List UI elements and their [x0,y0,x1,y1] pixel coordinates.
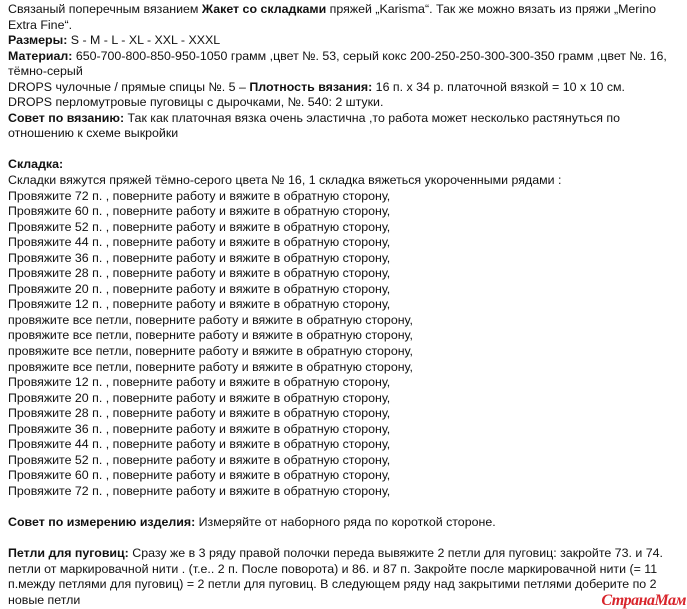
fold-row: Провяжите 36 п. , поверните работу и вяжите в обратную сторону, [8,250,391,265]
buttons-line: DROPS перломутровые пуговицы с дырочками, №. 540: 2 штуки. [8,95,384,110]
pattern-document [8,2,684,608]
fold-row: Провяжите 44 п. , поверните работу и вяжите в обратную сторону, [8,235,391,250]
fold-row: Провяжите 20 п. , поверните работу и вяжите в обратную сторону, [8,281,391,296]
fold-title: Складка: [8,157,64,172]
fold-intro: Складки вяжутся пряжей тёмно-серого цвета № 16, 1 складка вяжеться укороченными рядами : [8,173,562,188]
measure-tip: Совет по измерению изделия: Измеряйте от наборного ряда по короткой стороне. [8,515,496,530]
fold-row: Провяжите 52 п. , поверните работу и вяжите в обратную сторону, [8,452,391,467]
intro: Связаный поперечным вязанием Жакет со складками пряжей „Karisma“. Так же можно вязать из пряжи „Merino Extra Fine“. [8,2,656,32]
fold-row: Провяжите 28 п. , поверните работу и вяжите в обратную сторону, [8,266,391,281]
fold-row: Провяжите 60 п. , поверните работу и вяжите в обратную сторону, [8,204,391,219]
pattern-title: Жакет со складками [201,2,327,16]
material: Материал: 650-700-800-850-950-1050 грамм ,цвет №. 53, серый кокс 200-250-250-300-300-350 грамм ,цвет №. 16, тёмно-серый [8,48,667,79]
watermark-logo: СтранаМам [601,591,686,609]
fold-row: провяжите все петли, поверните работу и вяжите в обратную сторону, [8,312,413,327]
knitting-tip: Совет по вязанию: Так как платочная вязка очень эластична ,то работа может несколько растянуться по отношению к схеме выкройки [8,110,620,141]
fold-row: провяжите все петли, поверните работу и вяжите в обратную сторону, [8,328,413,343]
fold-row: Провяжите 44 п. , поверните работу и вяжите в обратную сторону, [8,437,391,452]
fold-row: Провяжите 20 п. , поверните работу и вяжите в обратную сторону, [8,390,391,405]
fold-row: Провяжите 12 п. , поверните работу и вяжите в обратную сторону, [8,297,391,312]
needles-gauge: DROPS чулочные / прямые спицы №. 5 – Плотность вязания: 16 п. x 34 р. платочной вязкой = 10 x 10 см. [8,79,625,94]
fold-row: Провяжите 28 п. , поверните работу и вяжите в обратную сторону, [8,406,391,421]
sizes: Размеры: S - M - L - XL - XXL - XXXL [8,33,221,48]
fold-row: Провяжите 72 п. , поверните работу и вяжите в обратную сторону, [8,483,391,498]
fold-row: Провяжите 60 п. , поверните работу и вяжите в обратную сторону, [8,468,391,483]
fold-row: Провяжите 52 п. , поверните работу и вяжите в обратную сторону, [8,219,391,234]
buttonholes: Петли для пуговиц: Сразу же в 3 ряду правой полочки переда вывяжите 2 петли для пуговиц: закройте 73. и 74. петли от маркировачной нити . (т.е.. 2 п. После поворота) и 86. и 87 п. Закройте после маркировачной нити (= 11 п.между петлями для пуговиц) = 2 петли для пуговиц. В следующем ряду над закрытими петлями доберите по 2 новые петли СтранаМам [8,546,686,609]
fold-row: провяжите все петли, поверните работу и вяжите в обратную сторону, [8,359,413,374]
fold-row: провяжите все петли, поверните работу и вяжите в обратную сторону, [8,344,413,359]
fold-row: Провяжите 72 п. , поверните работу и вяжите в обратную сторону, [8,188,391,203]
fold-row: Провяжите 12 п. , поверните работу и вяжите в обратную сторону, [8,375,391,390]
fold-rows [8,189,684,500]
fold-row: Провяжите 36 п. , поверните работу и вяжите в обратную сторону, [8,421,391,436]
